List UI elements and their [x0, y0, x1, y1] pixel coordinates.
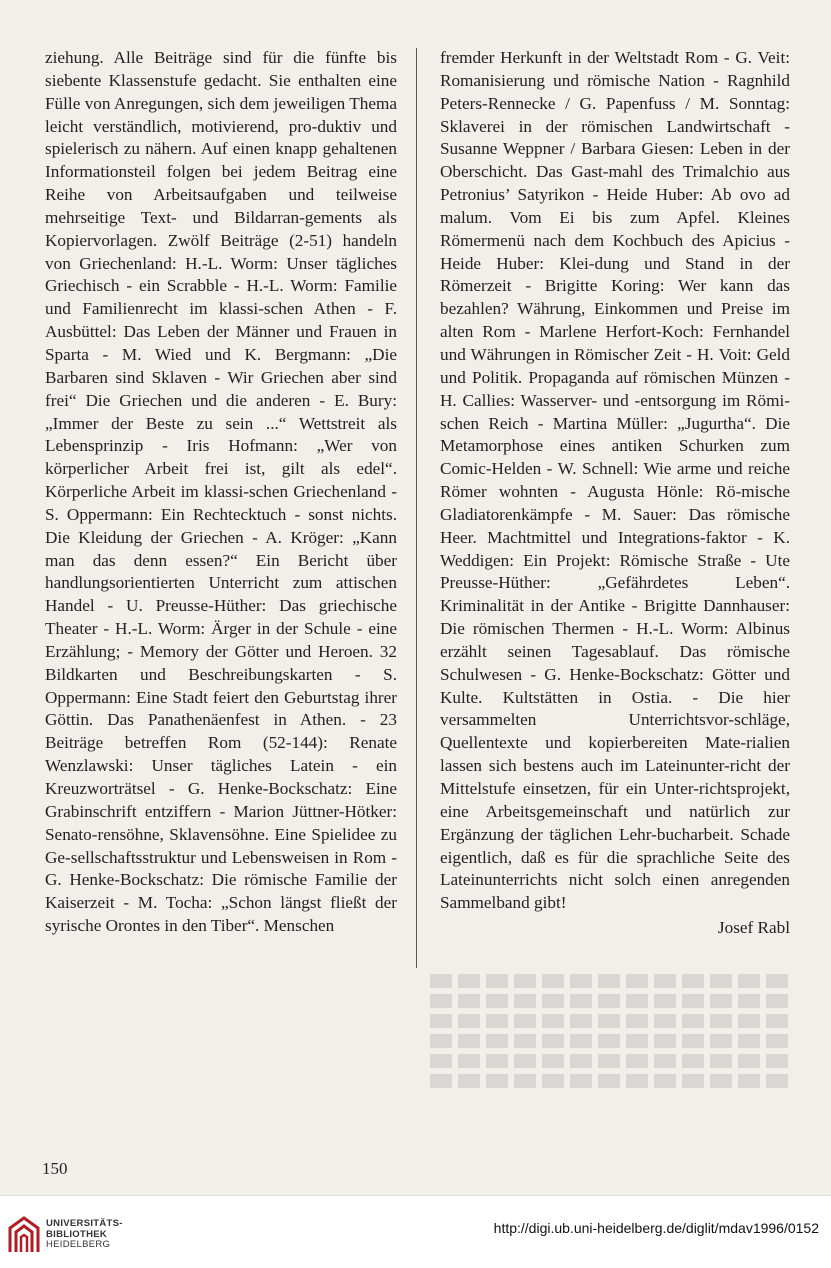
- column-divider: [416, 48, 417, 968]
- logo-line-2: BIBLIOTHEK: [46, 1228, 108, 1240]
- logo-line-1: UNIVERSITÄTS-: [46, 1218, 123, 1229]
- bleed-through-shadow: [430, 968, 790, 1098]
- review-signature: Josef Rabl: [717, 918, 790, 938]
- source-url-link[interactable]: http://digi.ub.uni-heidelberg.de/diglit/mdav1996/0152: [493, 1220, 819, 1236]
- library-logo-icon: [8, 1216, 40, 1254]
- right-column-text: fremder Herkunft in der Weltstadt Rom - G. Veit: Romanisierung und römische Nation - Ragnhild Peters-Rennecke / G. Papenfuss / M. Sonntag: Sklaverei in der römischen Landwirtschaft - Susanne Weppner / Barbara Giesen: Leben in der Oberschicht. Das Gast-mahl des Trimalchio aus Petronius’ Satyrikon - Heide Huber: Ab ovo ad malum. Vom Ei bis zum Apfel. Kleines Römermenü nach dem Kochbuch des Apicius - Heide Huber: Klei-dung und Stand in der Römerzeit - Brigitte Koring: Wer kann das bezahlen? Währung, Einkommen und Preise im alten Rom - Marlene Herfort-Koch: Fernhandel und Währungen in Römischer Zeit - H. Voit: Geld und Politik. Propaganda auf römischen Münzen - H. Callies: Wasserver- und -entsorgung im Römi-schen Reich - Martina Müller: „Jugurtha“. Die Metamorphose eines antiken Schurken zum Comic-Helden - W. Schnell: Wie arme und reiche Römer wohnten - Augusta Hönle: Rö-mische Gladiatorenkämpfe - M. Sauer: Das römische Heer. Machtmittel und Integrations-faktor - K. Weddigen: Ein Projekt: Römische Straße - Ute Preusse-Hüther: „Gefährdetes Leben“. Kriminalität in der Antike - Brigitte Dannhauser: Die römischen Thermen - H.-L. Worm: Albinus erzählt seinen Tagesablauf. Das römische Schulwesen - G. Henke-Bockschatz: Götter und Kulte. Kultstätten in Ostia. - Die hier versammelten Unterrichtsvor-schläge, Quellentexte und kopierbereiten Mate-rialien lassen sich bestens auch im Lateinunter-richt der Mittelstufe einsetzen, für ein Unter-richtsprojekt, eine Arbeitsgemeinschaft und natürlich zur Ergänzung der täglichen Lehr-bucharbeit. Schade eigentlich, daß es für die sprachliche Seite des Lateinunterrichts nicht solch einen anregenden Sammelband gibt!: [440, 48, 790, 913]
- library-logo-text: [46, 1219, 123, 1251]
- left-column-text: ziehung. Alle Beiträge sind für die fünfte bis siebente Klassenstufe gedacht. Sie enthalten eine Fülle von Anregungen, sich dem jeweiligen Thema leicht verständlich, motivierend, pro-duktiv und spielerisch zu nähern. Auf einen knapp gehaltenen Informationsteil folgen bei jedem Beitrag eine Reihe von Arbeitsaufgaben und teilweise mehrseitige Text- und Bildarran-gements als Kopiervorlagen. Zwölf Beiträge (2-51) handeln von Griechenland: H.-L. Worm: Unser tägliches Griechisch - ein Scrabble - H.-L. Worm: Familie und Familienrecht im klassi-schen Athen - F. Ausbüttel: Das Leben der Männer und Frauen in Sparta - M. Wied und K. Bergmann: „Die Barbaren sind Sklaven - Wir Griechen aber sind frei“ Die Griechen und die anderen - E. Bury: „Immer der Beste zu sein ...“ Wettstreit als Lebensprinzip - Iris Hofmann: „Wer von körperlicher Arbeit frei ist, gilt als edel“. Körperliche Arbeit im klassi-schen Griechenland - S. Oppermann: Ein Rechtecktuch - sonst nichts. Die Kleidung der Griechen - A. Kröger: „Kann man das denn essen?“ Ein Bericht über handlungsorientierten Unterricht zum attischen Handel - U. Preusse-Hüther: Das griechische Theater - H.-L. Worm: Ärger in der Schule - eine Erzählung; - Memory der Götter und Heroen. 32 Bildkarten und Beschreibungskarten - S. Oppermann: Eine Stadt feiert den Geburtstag ihrer Göttin. Das Panathenäenfest in Athen. - 23 Beiträge betreffen Rom (52-144): Renate Wenzlawski: Unser tägliches Latein - ein Kreuzworträtsel - G. Henke-Bockschatz: Eine Grabinschrift entziffern - Marion Jüttner-Hötker: Senato-rensöhne, Sklavensöhne. Eine Spielidee zu Ge-sellschaftsstruktur und Lebensweisen in Rom - G. Henke-Bockschatz: Die römische Familie der Kaiserzeit - M. Tocha: „Schon längst fließt der syrische Orontes in den Tiber“. Menschen: [45, 48, 397, 936]
- logo-line-3: HEIDELBERG: [46, 1239, 111, 1250]
- page-number: 150: [42, 1159, 68, 1178]
- footer-bar: [0, 1195, 831, 1268]
- left-text-column: [45, 47, 397, 938]
- right-text-column: [440, 47, 790, 940]
